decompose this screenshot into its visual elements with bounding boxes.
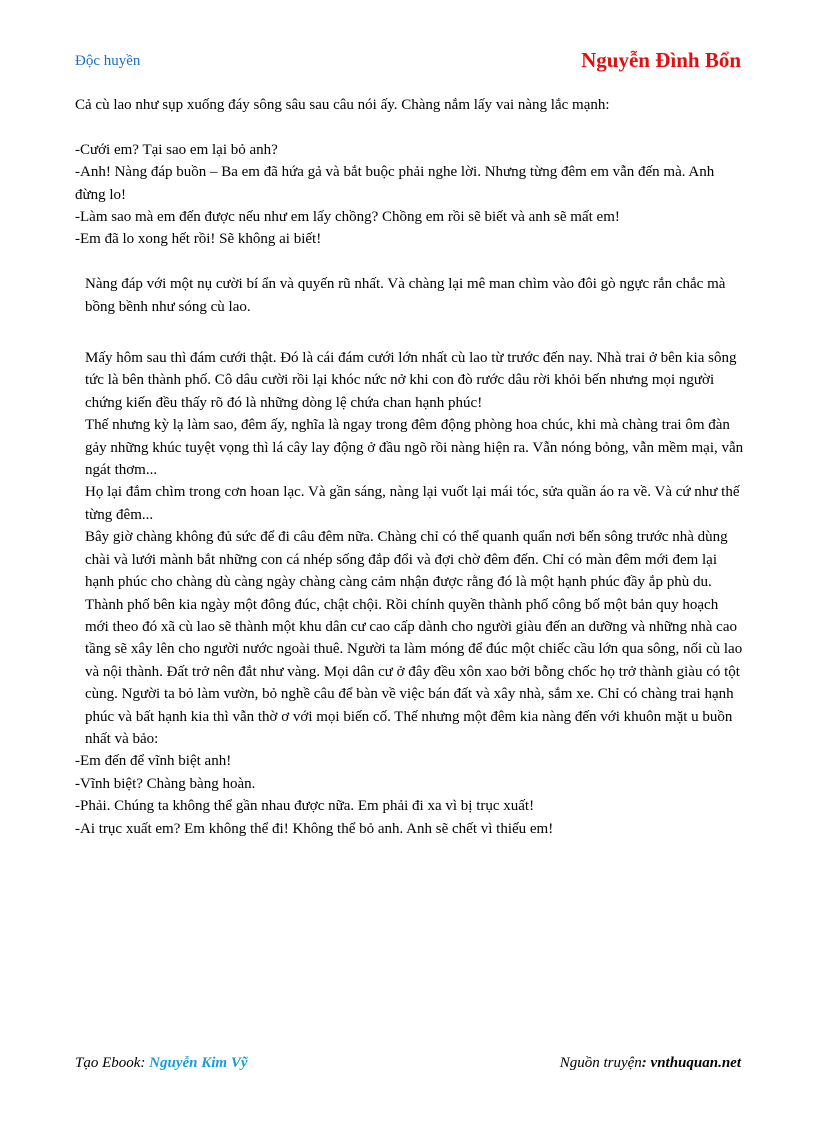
ebook-creator-name: Nguyễn Kim Vỹ <box>149 1055 248 1071</box>
source-credit <box>560 1055 741 1072</box>
page-header <box>75 48 741 78</box>
paragraph: Cả cù lao như sụp xuống đáy sông sâu sau câu nói ấy. Chàng nắm lấy vai nàng lắc mạnh: <box>75 97 610 113</box>
author-name: Nguyễn Đình Bổn <box>581 48 741 72</box>
dialogue-line: -Cưới em? Tại sao em lại bỏ anh? <box>75 141 278 158</box>
source-credit-separator: : <box>641 1055 651 1071</box>
source-credit-label: Nguồn truyện <box>559 1055 642 1071</box>
paragraph: Mấy hôm sau thì đám cưới thật. Đó là cái đám cưới lớn nhất cù lao từ trước đến nay. Nhà trai ở bên kia sông tức là bên thành phố. Cô dâu cười rồi lại khóc nức nở khi con đò rước dâu rời khỏi bến nhưng mọi người chứng kiến đều thấy rõ đó là những dòng lệ chứa chan hạnh phúc! <box>85 350 737 411</box>
paragraph: Nàng đáp với một nụ cười bí ẩn và quyến rũ nhất. Và chàng lại mê man chìm vào đôi gò ngực rắn chắc mà bồng bềnh như sóng cù lao. <box>85 276 726 315</box>
dialogue-line: -Ai trục xuất em? Em không thể đi! Không thể bỏ anh. Anh sẽ chết vì thiếu em! <box>75 820 554 837</box>
dialogue-line: -Em đến để vĩnh biệt anh! <box>75 753 232 770</box>
ebook-credit <box>75 1055 248 1072</box>
paragraph: Họ lại đắm chìm trong cơn hoan lạc. Và gần sáng, nàng lại vuốt lại mái tóc, sửa quần áo ra về. Và cứ như thế từng đêm... <box>85 484 740 523</box>
ebook-credit-label: Tạo Ebook <box>75 1055 141 1071</box>
dialogue-line: -Vĩnh biệt? Chàng bàng hoàn. <box>75 775 256 792</box>
source-site: vnthuquan.net <box>650 1055 741 1071</box>
dialogue-line: -Em đã lo xong hết rồi! Sẽ không ai biết! <box>75 231 322 248</box>
paragraph: Thế nhưng kỳ lạ làm sao, đêm ấy, nghĩa là ngay trong đêm động phòng hoa chúc, khi mà chàng trai ôm đàn gảy những khúc tuyệt vọng thì lá cây lay động ở đầu ngõ rồi nàng hiện ra. Vẫn nóng bỏng, vẫn mềm mại, vẫn ngát thơm... <box>85 417 744 479</box>
page-content <box>75 94 745 840</box>
dialogue-line: -Làm sao mà em đến được nếu như em lấy chồng? Chồng em rồi sẽ biết và anh sẽ mất em! <box>75 209 620 226</box>
paragraph: Bây giờ chàng không đủ sức để đi câu đêm nữa. Chàng chỉ có thể quanh quẩn nơi bến sông trước nhà dùng chài và lưới mành bắt những con cá nhép sống đắp đổi và đợi chờ đêm đến. Chỉ có màn đêm mới đem lại hạnh phúc cho chàng dù càng ngày chàng càng cảm nhận được rằng đó là một hạnh phúc đầy ắp phù du. <box>85 529 728 591</box>
paragraph: Thành phố bên kia ngày một đông đúc, chật chội. Rồi chính quyền thành phố công bố một bản quy hoạch mới theo đó xã cù lao sẽ thành một khu dân cư cao cấp dành cho người giàu đến an dưỡng và những nhà cao tầng sẽ xây lên cho người nước ngoài thuê. Người ta làm móng để đúc một chiếc cầu lớn qua sông, nối cù lao và nội thành. Đất trở nên đắt như vàng. Mọi dân cư ở đây đều xôn xao bởi bỗng chốc họ trở thành giàu có tột cùng. Người ta bỏ làm vườn, bỏ nghề câu để bàn về việc bán đất và xây nhà, sắm xe. Chỉ có chàng trai hạnh phúc và bất hạnh kia thì vẫn thờ ơ với mọi biến cố. Thế nhưng một đêm kia nàng đến với khuôn mặt u buồn nhất và bảo: <box>85 596 743 747</box>
dialogue-line: -Anh! Nàng đáp buồn – Ba em đã hứa gả và bắt buộc phải nghe lời. Nhưng từng đêm em vẫn đến mà. Anh đừng lo! <box>75 164 715 203</box>
book-title: Độc huyền <box>75 53 141 69</box>
dialogue-line: -Phải. Chúng ta không thể gần nhau được nữa. Em phải đi xa vì bị trục xuất! <box>75 798 535 815</box>
ebook-credit-separator: : <box>140 1055 150 1071</box>
